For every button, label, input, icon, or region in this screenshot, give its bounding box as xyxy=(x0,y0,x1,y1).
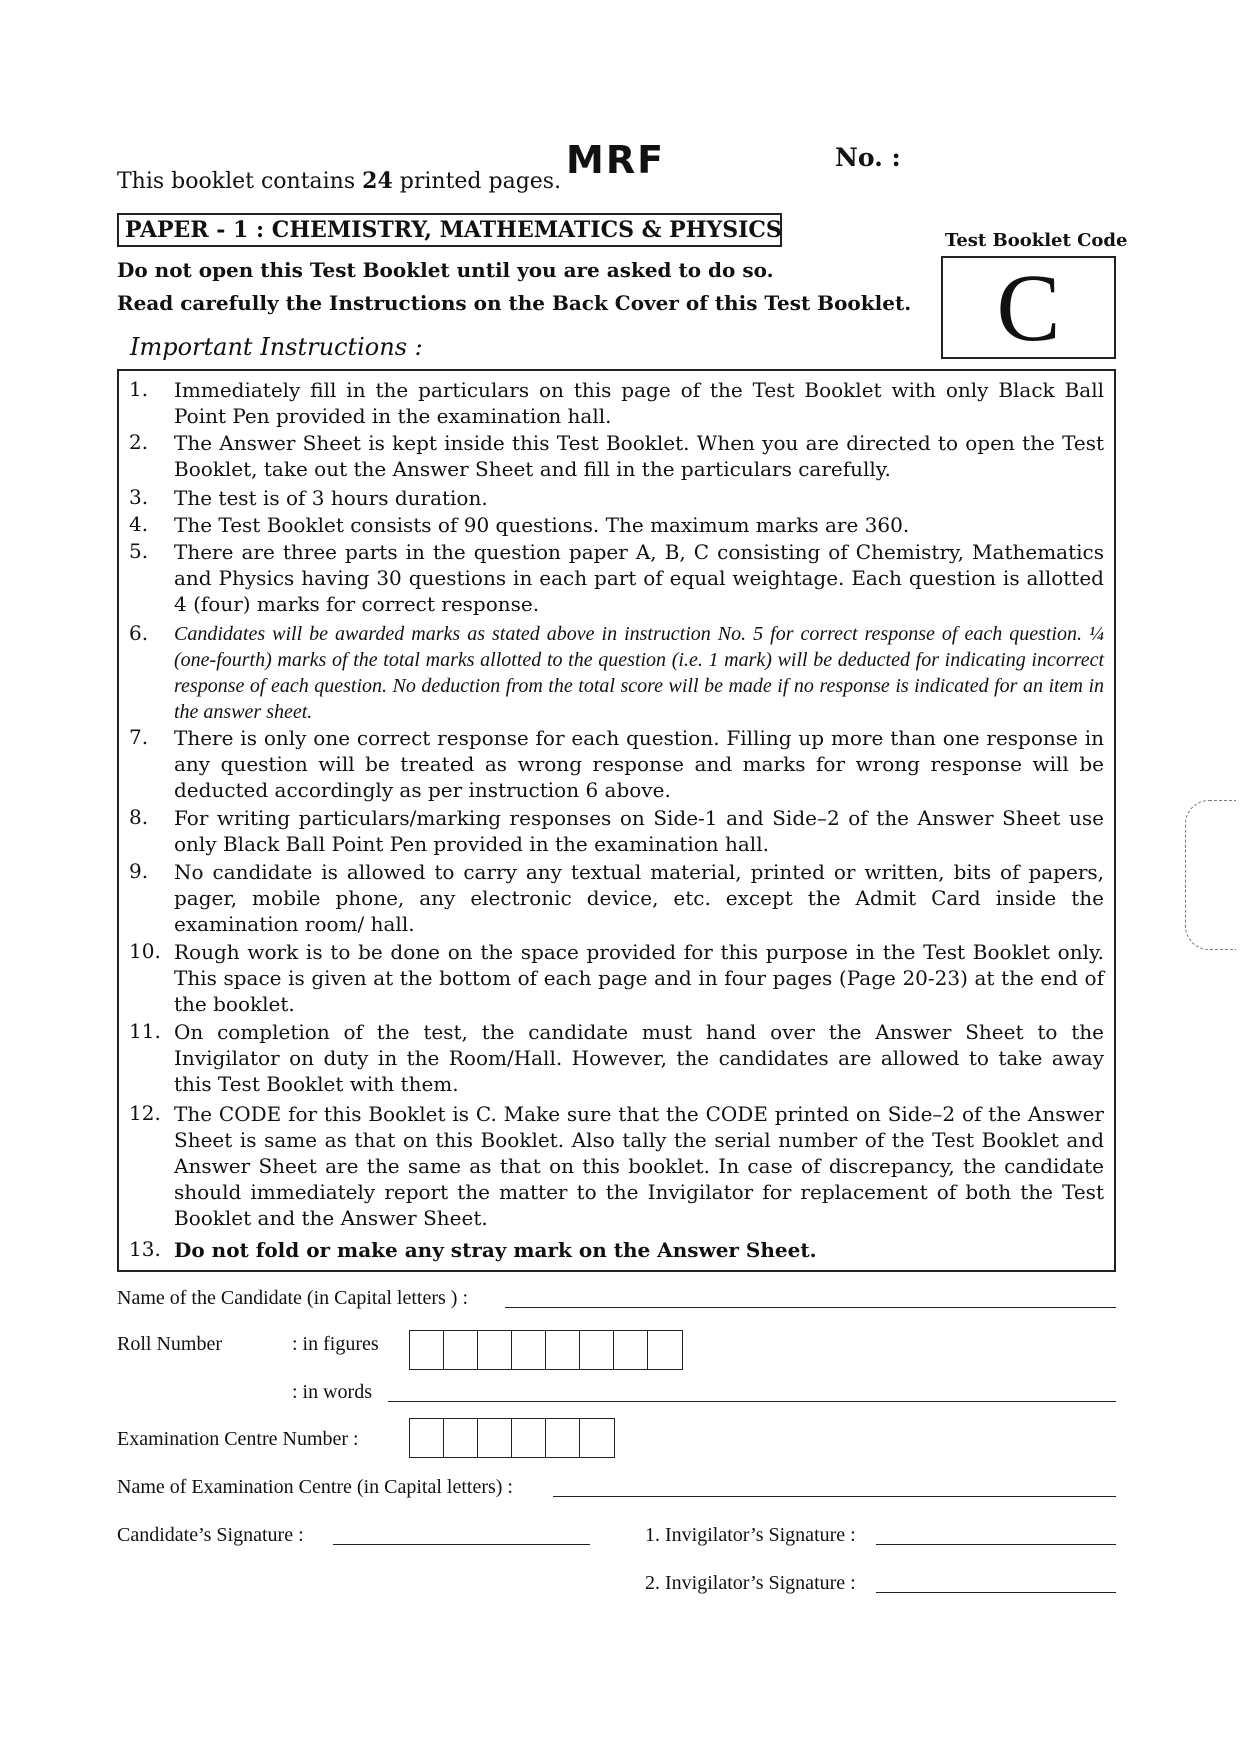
code-name-mrf: MRF xyxy=(566,138,666,182)
instruction-text: Candidates will be awarded marks as stated above in instruction No. 5 for correct response of each question. ¼ (one-fourth) marks of the total marks allotted to the question (i.e. 1 mark) will be deducted for indicating incorrect response of each question. No deduction from the total score will be made if no response is indicated for an item in the answer sheet. xyxy=(174,623,1104,723)
centre-digit-box[interactable] xyxy=(512,1419,546,1457)
instruction-text: The test is of 3 hours duration. xyxy=(174,486,488,510)
exam-centre-number-label: Examination Centre Number : xyxy=(117,1428,359,1450)
instruction-text: No candidate is allowed to carry any textual material, printed or written, bits of papers, pager, mobile phone, any electronic device, etc. except the Admit Card inside the examination room/ hall. xyxy=(174,860,1104,936)
booklet-pages-number: 24 xyxy=(362,168,393,194)
in-figures-label: : in figures xyxy=(292,1333,379,1355)
roll-digit-box[interactable] xyxy=(478,1331,512,1369)
instruction-number: 11. xyxy=(129,1019,161,1043)
exam-centre-number-boxes[interactable] xyxy=(409,1418,615,1458)
roll-digit-box[interactable] xyxy=(546,1331,580,1369)
instruction-number: 13. xyxy=(129,1237,161,1261)
instruction-text: There are three parts in the question paper A, B, C consisting of Chemistry, Mathematics and Physics having 30 questions in each part of equal weightage. Each question is allotted 4 (four) marks for correct response. xyxy=(174,540,1104,616)
instruction-text: Immediately fill in the particulars on this page of the Test Booklet with only Black Ball Point Pen provided in the examination hall. xyxy=(174,378,1104,428)
centre-digit-box[interactable] xyxy=(410,1419,444,1457)
booklet-pages-suffix: printed pages. xyxy=(392,169,562,194)
roll-number-label: Roll Number xyxy=(117,1333,222,1355)
roll-digit-box[interactable] xyxy=(614,1331,648,1369)
roll-digit-box[interactable] xyxy=(512,1331,546,1369)
instruction-number: 9. xyxy=(129,859,149,883)
exam-centre-name-field[interactable] xyxy=(553,1496,1116,1497)
paper-title: PAPER - 1 : CHEMISTRY, MATHEMATICS & PHYSICS xyxy=(117,213,782,247)
candidate-signature-field[interactable] xyxy=(333,1544,590,1545)
test-booklet-code: C xyxy=(941,256,1116,359)
instruction-number: 8. xyxy=(129,805,149,829)
roll-number-words-field[interactable] xyxy=(388,1401,1116,1402)
centre-digit-box[interactable] xyxy=(478,1419,512,1457)
booklet-page-count xyxy=(117,168,561,194)
roll-digit-box[interactable] xyxy=(410,1331,444,1369)
centre-digit-box[interactable] xyxy=(546,1419,580,1457)
instruction-number: 10. xyxy=(129,939,161,963)
instruction-number: 3. xyxy=(129,485,149,509)
warning-do-not-open: Do not open this Test Booklet until you are asked to do so. xyxy=(117,258,774,282)
in-words-label: : in words xyxy=(292,1381,372,1403)
roll-number-boxes[interactable] xyxy=(409,1330,683,1370)
instruction-number: 2. xyxy=(129,430,149,454)
warning-read-instructions: Read carefully the Instructions on the Back Cover of this Test Booklet. xyxy=(117,291,912,315)
instruction-number: 5. xyxy=(129,539,149,563)
instruction-text: For writing particulars/marking responses on Side-1 and Side–2 of the Answer Sheet use only Black Ball Point Pen provided in the examination hall. xyxy=(174,806,1104,856)
seal-cutout-outline xyxy=(1185,800,1236,950)
roll-digit-box[interactable] xyxy=(580,1331,614,1369)
instruction-number: 7. xyxy=(129,725,149,749)
invigilator-1-signature-label: 1. Invigilator’s Signature : xyxy=(645,1524,856,1546)
instruction-text: There is only one correct response for each question. Filling up more than one response in any question will be treated as wrong response and marks for wrong response will be deducted accordingly as per instruction 6 above. xyxy=(174,726,1104,802)
instruction-text: The Answer Sheet is kept inside this Test Booklet. When you are directed to open the Test Booklet, take out the Answer Sheet and fill in the particulars carefully. xyxy=(174,431,1104,481)
instruction-text: The CODE for this Booklet is C. Make sure that the CODE printed on Side–2 of the Answer Sheet is same as that on this Booklet. Also tally the serial number of the Test Booklet and Answer Sheet are the same as that on this booklet. In case of discrepancy, the candidate should immediately report the matter to the Invigilator for replacement of both the Test Booklet and the Answer Sheet. xyxy=(174,1102,1104,1230)
instruction-number: 6. xyxy=(129,621,149,645)
instruction-number: 12. xyxy=(129,1101,161,1125)
instruction-text: Do not fold or make any stray mark on the Answer Sheet. xyxy=(174,1238,817,1262)
candidate-name-field[interactable] xyxy=(505,1307,1116,1308)
instruction-text: The Test Booklet consists of 90 questions. The maximum marks are 360. xyxy=(174,513,910,537)
candidate-name-label: Name of the Candidate (in Capital letters ) : xyxy=(117,1287,468,1309)
important-instructions-heading: Important Instructions : xyxy=(130,333,423,361)
instruction-text: On completion of the test, the candidate must hand over the Answer Sheet to the Invigilator on duty in the Room/Hall. However, the candidates are allowed to take away this Test Booklet with them. xyxy=(174,1020,1104,1096)
instruction-number: 4. xyxy=(129,512,149,536)
instruction-text: Rough work is to be done on the space provided for this purpose in the Test Booklet only. This space is given at the bottom of each page and in four pages (Page 20-23) at the end of the booklet. xyxy=(174,940,1104,1016)
candidate-signature-label: Candidate’s Signature : xyxy=(117,1524,304,1546)
exam-centre-name-label: Name of Examination Centre (in Capital letters) : xyxy=(117,1476,513,1498)
booklet-pages-prefix: This booklet contains xyxy=(117,169,363,194)
roll-digit-box[interactable] xyxy=(648,1331,682,1369)
invigilator-2-signature-field[interactable] xyxy=(876,1592,1116,1593)
test-booklet-code-label: Test Booklet Code xyxy=(945,230,1128,251)
roll-digit-box[interactable] xyxy=(444,1331,478,1369)
invigilator-1-signature-field[interactable] xyxy=(876,1544,1116,1545)
invigilator-2-signature-label: 2. Invigilator’s Signature : xyxy=(645,1572,856,1594)
serial-number-label: No. : xyxy=(835,143,901,172)
instruction-number: 1. xyxy=(129,377,149,401)
centre-digit-box[interactable] xyxy=(580,1419,614,1457)
instructions-box xyxy=(117,369,1116,1272)
centre-digit-box[interactable] xyxy=(444,1419,478,1457)
